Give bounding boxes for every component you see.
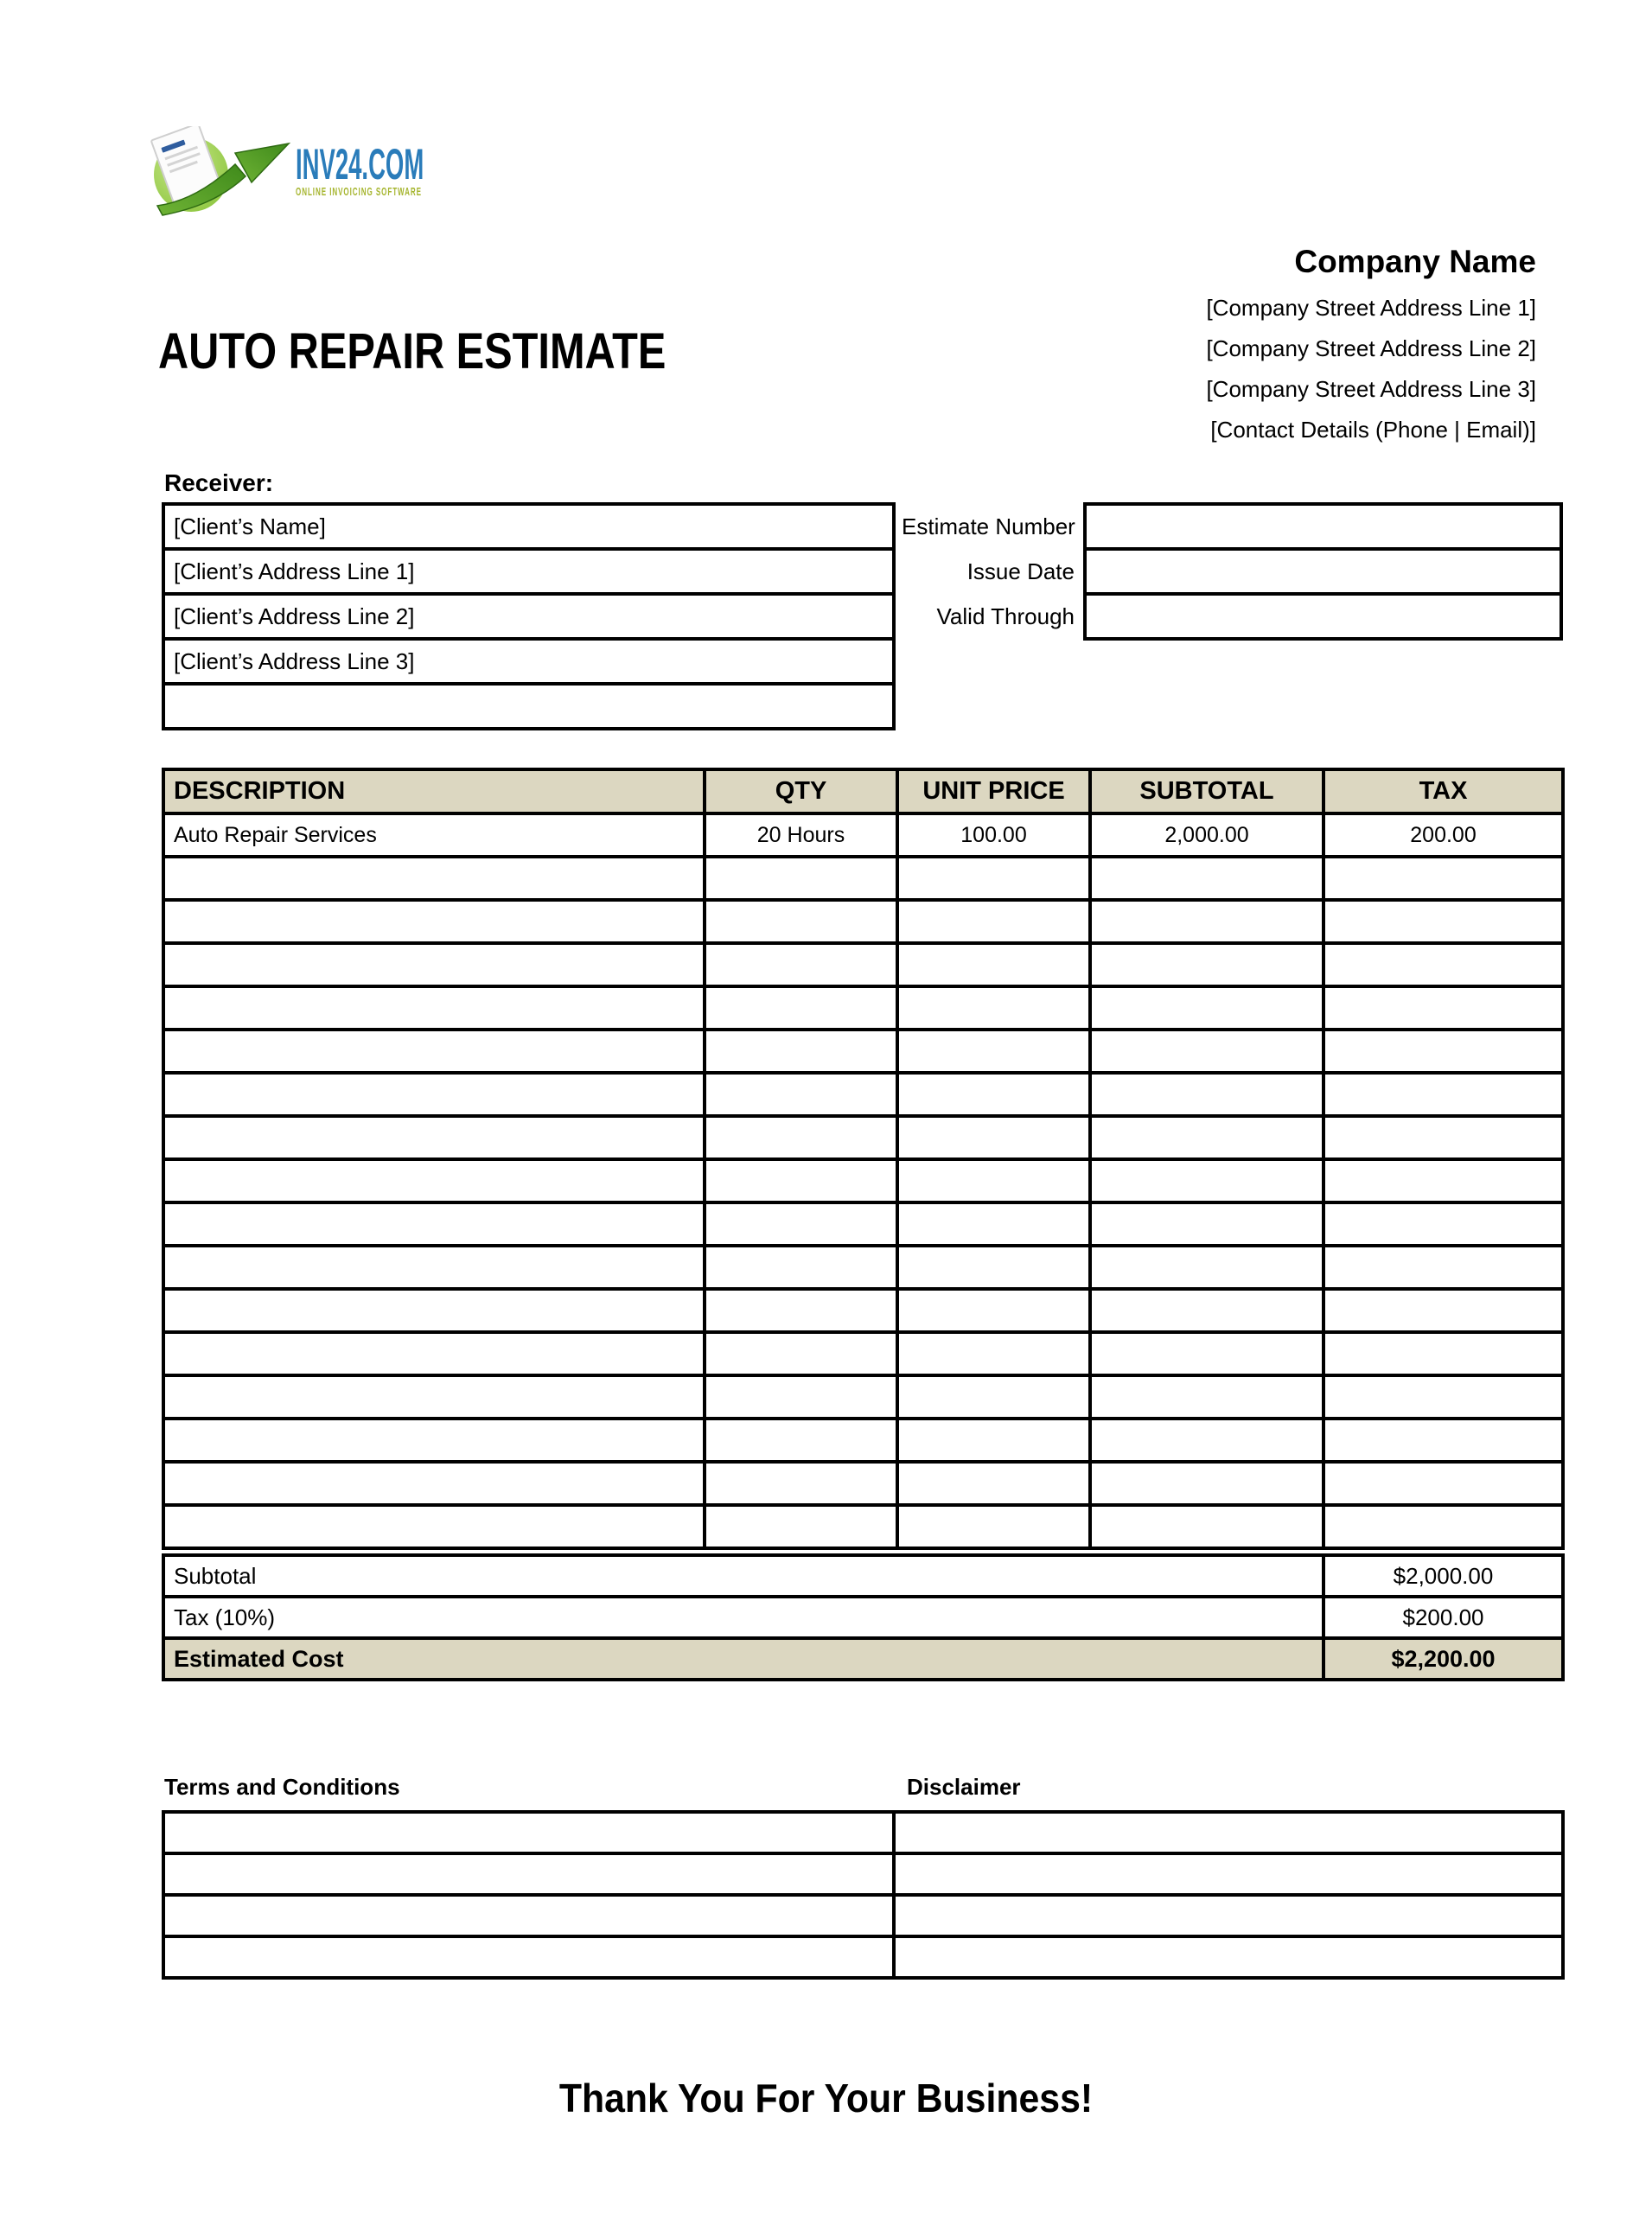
item-cell[interactable] xyxy=(897,1289,1090,1332)
item-row xyxy=(163,1419,1563,1462)
item-cell[interactable] xyxy=(1324,1289,1563,1332)
summary-row xyxy=(163,1597,1563,1638)
receiver-field[interactable] xyxy=(163,684,894,729)
item-cell[interactable] xyxy=(705,1505,897,1548)
item-cell[interactable]: 20 Hours xyxy=(705,813,897,857)
item-cell[interactable] xyxy=(1090,1505,1324,1548)
company-address-line-1: [Company Street Address Line 1] xyxy=(1206,295,1536,321)
company-block xyxy=(1206,245,1536,450)
item-cell[interactable] xyxy=(163,986,705,1030)
disclaimer-cell[interactable] xyxy=(894,1812,1563,1853)
disclaimer-cell[interactable] xyxy=(894,1936,1563,1978)
item-cell[interactable] xyxy=(897,1505,1090,1548)
item-cell[interactable] xyxy=(1324,1073,1563,1116)
logo-tagline: ONLINE INVOICING SOFTWARE xyxy=(296,185,422,198)
item-cell[interactable] xyxy=(1090,1202,1324,1246)
item-cell[interactable] xyxy=(163,1202,705,1246)
terms-label: Terms and Conditions xyxy=(164,1774,400,1800)
item-cell[interactable] xyxy=(897,1030,1090,1073)
item-cell[interactable] xyxy=(705,1202,897,1246)
notes-row xyxy=(163,1812,1563,1853)
item-cell[interactable] xyxy=(163,1030,705,1073)
estimate-meta-table xyxy=(902,502,1563,641)
item-cell[interactable] xyxy=(1324,1462,1563,1505)
item-cell[interactable] xyxy=(163,1332,705,1375)
item-cell[interactable] xyxy=(1090,943,1324,986)
receiver-row xyxy=(163,594,894,639)
item-cell[interactable] xyxy=(1324,1375,1563,1419)
meta-value-box[interactable] xyxy=(1085,549,1561,594)
logo-brand-text: INV24.COM xyxy=(296,140,424,188)
receiver-field[interactable]: [Client’s Name] xyxy=(163,504,894,549)
item-cell[interactable] xyxy=(897,1419,1090,1462)
summary-label-cell: Tax (10%) xyxy=(163,1597,1324,1638)
item-row xyxy=(163,1202,1563,1246)
logo-text-block xyxy=(296,140,529,198)
terms-cell[interactable] xyxy=(163,1812,894,1853)
item-cell[interactable] xyxy=(163,1246,705,1289)
item-cell[interactable] xyxy=(897,1202,1090,1246)
item-cell[interactable] xyxy=(897,1116,1090,1159)
receiver-row xyxy=(163,549,894,594)
item-cell[interactable] xyxy=(163,1462,705,1505)
item-cell[interactable] xyxy=(1324,900,1563,943)
item-cell[interactable] xyxy=(1090,1332,1324,1375)
inv24-logo xyxy=(149,126,529,221)
item-row xyxy=(163,1073,1563,1116)
item-cell[interactable] xyxy=(163,900,705,943)
meta-value-box[interactable] xyxy=(1085,594,1561,639)
item-row xyxy=(163,1246,1563,1289)
item-cell[interactable] xyxy=(1090,1159,1324,1202)
item-cell[interactable] xyxy=(705,1116,897,1159)
item-cell[interactable]: 100.00 xyxy=(897,813,1090,857)
items-header-cell: TAX xyxy=(1324,769,1563,813)
notes-row xyxy=(163,1936,1563,1978)
item-cell[interactable] xyxy=(1324,1116,1563,1159)
items-header-cell: UNIT PRICE xyxy=(897,769,1090,813)
item-cell[interactable] xyxy=(705,1375,897,1419)
receiver-field[interactable]: [Client’s Address Line 1] xyxy=(163,549,894,594)
item-cell[interactable] xyxy=(897,1375,1090,1419)
receiver-field[interactable]: [Client’s Address Line 3] xyxy=(163,639,894,684)
item-cell[interactable] xyxy=(1090,1030,1324,1073)
summary-label-cell: Subtotal xyxy=(163,1555,1324,1597)
item-cell[interactable] xyxy=(1090,1116,1324,1159)
items-header-cell: DESCRIPTION xyxy=(163,769,705,813)
item-cell[interactable] xyxy=(1090,1462,1324,1505)
item-cell[interactable] xyxy=(897,857,1090,900)
item-cell[interactable] xyxy=(897,1246,1090,1289)
item-cell[interactable] xyxy=(705,1246,897,1289)
item-cell[interactable]: 2,000.00 xyxy=(1090,813,1324,857)
item-cell[interactable] xyxy=(1324,1505,1563,1548)
item-cell[interactable] xyxy=(897,943,1090,986)
item-cell[interactable] xyxy=(1324,1030,1563,1073)
terms-cell[interactable] xyxy=(163,1853,894,1895)
item-row xyxy=(163,857,1563,900)
items-header-cell: QTY xyxy=(705,769,897,813)
notes-table xyxy=(162,1810,1565,1980)
items-header-cell: SUBTOTAL xyxy=(1090,769,1324,813)
disclaimer-cell[interactable] xyxy=(894,1853,1563,1895)
item-cell[interactable] xyxy=(163,1159,705,1202)
company-contact-line: [Contact Details (Phone | Email)] xyxy=(1210,417,1536,443)
company-address-line-3: [Company Street Address Line 3] xyxy=(1206,376,1536,402)
summary-amount-cell: $2,200.00 xyxy=(1324,1638,1563,1680)
item-cell[interactable] xyxy=(1090,1289,1324,1332)
items-table xyxy=(162,768,1565,1550)
document-title: AUTO REPAIR ESTIMATE xyxy=(158,323,667,379)
items-header-row xyxy=(163,769,1563,813)
meta-row xyxy=(902,594,1561,639)
item-row xyxy=(163,1159,1563,1202)
item-cell[interactable] xyxy=(705,1289,897,1332)
item-cell[interactable] xyxy=(1090,1375,1324,1419)
meta-row xyxy=(902,549,1561,594)
item-cell[interactable] xyxy=(1090,1073,1324,1116)
item-cell[interactable] xyxy=(163,1375,705,1419)
item-cell[interactable] xyxy=(1324,1332,1563,1375)
notes-row xyxy=(163,1853,1563,1895)
item-cell[interactable] xyxy=(705,943,897,986)
item-cell[interactable] xyxy=(1324,857,1563,900)
item-cell[interactable] xyxy=(163,943,705,986)
item-cell[interactable]: Auto Repair Services xyxy=(163,813,705,857)
item-cell[interactable] xyxy=(1090,1419,1324,1462)
item-row xyxy=(163,1289,1563,1332)
receiver-table xyxy=(162,502,896,730)
item-cell[interactable] xyxy=(163,1116,705,1159)
item-cell[interactable] xyxy=(705,1030,897,1073)
item-cell[interactable] xyxy=(897,1159,1090,1202)
item-cell[interactable] xyxy=(163,857,705,900)
company-address-line-2: [Company Street Address Line 2] xyxy=(1206,335,1536,361)
item-cell[interactable] xyxy=(897,1332,1090,1375)
item-row xyxy=(163,813,1563,857)
item-cell[interactable] xyxy=(1324,1419,1563,1462)
summary-row xyxy=(163,1638,1563,1680)
item-cell[interactable] xyxy=(163,1289,705,1332)
item-cell[interactable] xyxy=(705,1073,897,1116)
receiver-row xyxy=(163,504,894,549)
terms-cell[interactable] xyxy=(163,1936,894,1978)
item-cell[interactable] xyxy=(705,857,897,900)
item-cell[interactable] xyxy=(1324,943,1563,986)
receiver-field[interactable]: [Client’s Address Line 2] xyxy=(163,594,894,639)
item-row xyxy=(163,900,1563,943)
item-cell[interactable] xyxy=(705,1419,897,1462)
summary-label-cell: Estimated Cost xyxy=(163,1638,1324,1680)
item-cell[interactable] xyxy=(897,1462,1090,1505)
item-cell[interactable] xyxy=(1090,986,1324,1030)
item-cell[interactable] xyxy=(1324,1159,1563,1202)
meta-label: Issue Date xyxy=(966,558,1075,584)
disclaimer-cell[interactable] xyxy=(894,1895,1563,1936)
meta-row xyxy=(902,504,1561,549)
summary-amount-cell: $2,000.00 xyxy=(1324,1555,1563,1597)
item-cell[interactable] xyxy=(897,1073,1090,1116)
item-row xyxy=(163,1375,1563,1419)
item-row xyxy=(163,1462,1563,1505)
item-row xyxy=(163,943,1563,986)
summary-row xyxy=(163,1555,1563,1597)
receiver-row xyxy=(163,639,894,684)
item-row xyxy=(163,1116,1563,1159)
item-cell[interactable] xyxy=(705,986,897,1030)
disclaimer-label: Disclaimer xyxy=(907,1774,1021,1800)
item-cell[interactable] xyxy=(163,1419,705,1462)
item-cell[interactable] xyxy=(1090,1246,1324,1289)
item-cell[interactable] xyxy=(1090,900,1324,943)
item-cell[interactable] xyxy=(1324,986,1563,1030)
meta-value-box[interactable] xyxy=(1085,504,1561,549)
item-cell[interactable] xyxy=(705,1159,897,1202)
item-cell[interactable] xyxy=(1090,857,1324,900)
meta-label: Valid Through xyxy=(936,603,1075,629)
item-cell[interactable] xyxy=(897,986,1090,1030)
item-cell[interactable] xyxy=(1324,1202,1563,1246)
item-cell[interactable] xyxy=(1324,1246,1563,1289)
item-cell[interactable] xyxy=(163,1505,705,1548)
receiver-row xyxy=(163,684,894,729)
item-cell[interactable] xyxy=(705,1462,897,1505)
item-row xyxy=(163,1332,1563,1375)
item-cell[interactable] xyxy=(705,1332,897,1375)
inv24-logo-icon xyxy=(149,126,294,221)
receiver-label: Receiver: xyxy=(164,469,274,496)
summary-table xyxy=(162,1553,1565,1681)
item-row xyxy=(163,1505,1563,1548)
meta-label: Estimate Number xyxy=(902,513,1075,539)
item-cell[interactable] xyxy=(163,1073,705,1116)
item-row xyxy=(163,986,1563,1030)
item-cell[interactable] xyxy=(705,900,897,943)
item-row xyxy=(163,1030,1563,1073)
item-cell[interactable] xyxy=(897,900,1090,943)
summary-amount-cell: $200.00 xyxy=(1324,1597,1563,1638)
notes-row xyxy=(163,1895,1563,1936)
terms-cell[interactable] xyxy=(163,1895,894,1936)
company-name: Company Name xyxy=(1294,244,1536,279)
thank-you-message: Thank You For Your Business! xyxy=(558,2076,1094,2121)
item-cell[interactable]: 200.00 xyxy=(1324,813,1563,857)
